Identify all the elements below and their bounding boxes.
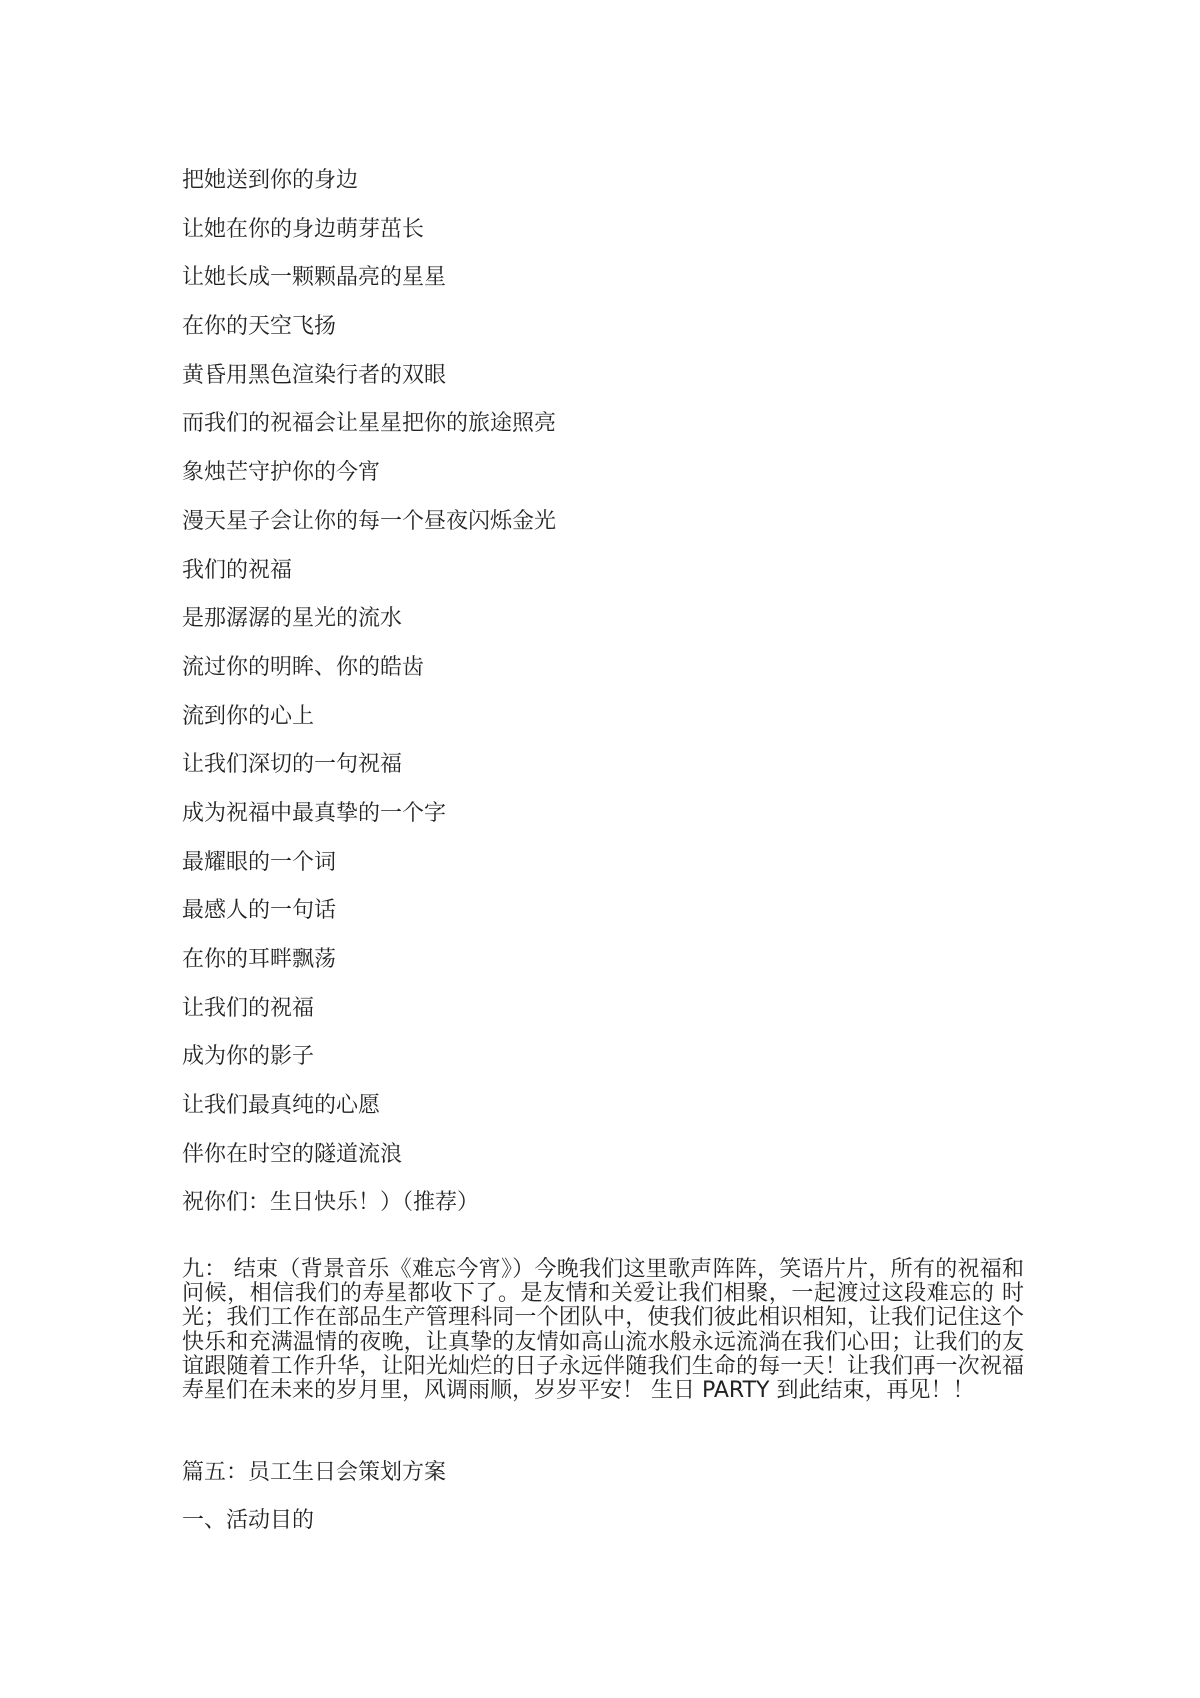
poem-line: 在你的天空飞扬 [182, 314, 337, 340]
poem-line: 让我们最真纯的心愿 [182, 1093, 381, 1119]
poem-line: 把她送到你的身边 [182, 168, 359, 193]
poem-line: 漫天星子会让你的每一个昼夜闪烁金光 [182, 508, 557, 534]
poem-line: 最耀眼的一个词 [182, 849, 337, 875]
poem-line: 祝你们：生日快乐！）（推荐） [182, 1190, 480, 1216]
poem-line: 是那潺潺的星光的流水 [182, 606, 403, 632]
poem-line: 让她长成一颗颗晶亮的星星 [182, 265, 447, 291]
poem-line: 让我们深切的一句祝福 [182, 752, 403, 778]
poem-line: 流到你的心上 [182, 703, 315, 729]
subsection-title: 一、活动目的 [182, 1508, 315, 1533]
poem-line: 象烛芒守护你的今宵 [182, 460, 381, 486]
poem-line: 成为你的影子 [182, 1044, 315, 1070]
poem-line: 流过你的明眸、你的皓齿 [182, 654, 425, 680]
poem-line: 让她在你的身边萌芽茁长 [182, 216, 425, 242]
poem-line: 最感人的一句话 [182, 898, 337, 924]
section-title: 篇五：员工生日会策划方案 [182, 1460, 447, 1485]
closing-paragraph: 九： 结束（背景音乐《难忘今宵》）今晚我们这里歌声阵阵，笑语片片，所有的祝福和问候，相信我们的寿星都收下了。是友情和关爱让我们相聚，一起渡过这段难忘的 时光；我们工作在部品生产管理科同一个团队中，使我们彼此相识相知，让我们记住这个快乐和充满温情的夜晚，让真挚的友情如高山流水般永远流淌在我们心田；让我们的友谊跟随着工作升华，让阳光灿烂的日子永远伴随我们生命的每一天！让我们再一次祝福寿星们在未来的岁月里，风调雨顺，岁岁平安！ 生日 PARTY 到此结束，再见！！ [182, 1257, 1024, 1404]
poem-line: 让我们的祝福 [182, 995, 315, 1021]
poem-line: 成为祝福中最真挚的一个字 [182, 800, 447, 826]
poem-line: 在你的耳畔飘荡 [182, 947, 337, 972]
poem-line: 我们的祝福 [182, 557, 293, 583]
poem-line: 而我们的祝福会让星星把你的旅途照亮 [182, 411, 557, 437]
poem-line: 伴你在时空的隧道流浪 [182, 1141, 403, 1167]
poem-line: 黄昏用黑色渲染行者的双眼 [182, 362, 447, 388]
poem-block [182, 162, 1022, 1233]
